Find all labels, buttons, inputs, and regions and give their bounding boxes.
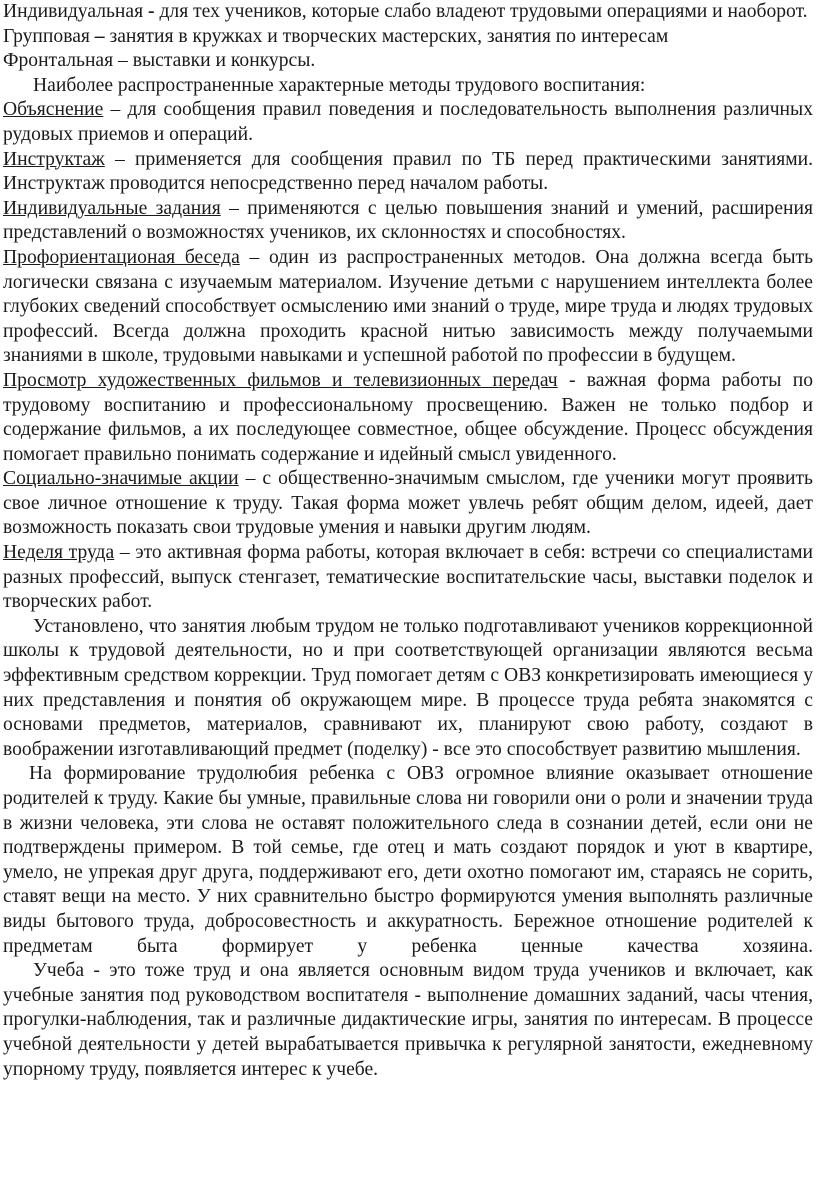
method-text: важная форма работы по трудовому воспитанию и профессиональному просвещению. Важен не только подбор и содержание фильмов, а их последующее совместное, общее обсуждение. Процесс обсуждения помогает правильно понимать содержание и идейный смысл увиденного. (3, 369, 813, 465)
method-term: Объяснение (3, 99, 104, 121)
form-frontal: Фронтальная – выставки и конкурсы. (3, 50, 316, 72)
method-term: Инструктаж (3, 148, 105, 170)
method-term: Неделя труда (3, 542, 115, 564)
paragraph-correction: Установлено, что занятия любым трудом не только подготавливают учеников коррекционной школы к трудовой деятельности, но и при соответствующей организации являются весьма эффективным средством коррекции. Труд помогает детям с ОВЗ конкретизировать имеющиеся у них представления и понятия об окружающем мире. В процессе труда ребята знакомятся с основами предметов, материалов, сравнивают их, планируют свою работу, создают в воображении изготавливающий предмет (поделку) - все это способствует развитию мышления. (3, 615, 813, 760)
method-text: один из распространенных методов. Она должна всегда быть логически связана с изучаемым материалом. Изучение детьми с нарушением интеллекта более глубоких сведений способствует осмыслению ими знаний о труде, мире труда и людях трудовых профессий. Всегда должна проходить красной нитью зависимость между получаемыми знаниями в школе, трудовыми навыками и успешной работой по профессии в будущем. (3, 246, 813, 367)
method-term: Индивидуальные задания (3, 197, 221, 219)
form-text: выставки и конкурсы. (132, 50, 316, 72)
methods-heading: Наиболее распространенные характерные методы трудового воспитания: (33, 74, 646, 96)
method-films: Просмотр художественных фильмов и телевизионных передач - важная форма работы по трудовому воспитанию и профессиональному просвещению. Важен не только подбор и содержание фильмов, а их последующее совместное, общее обсуждение. Процесс обсуждения помогает правильно понимать содержание и идейный смысл увиденного. (3, 369, 813, 465)
method-instruction: Инструктаж – применяется для сообщения правил по ТБ перед практическими занятиями. Инструктаж проводится непосредственно перед началом работы. (3, 148, 814, 195)
method-career-talk: Профориентационая беседа – один из распространенных методов. Она должна всегда быть логически связана с изучаемым материалом. Изучение детьми с нарушением интеллекта более глубоких сведений способствует осмыслению ими знаний о труде, мире труда и людях трудовых профессий. Всегда должна проходить красной нитью зависимость между получаемыми знаниями в школе, трудовыми навыками и успешной работой по профессии в будущем. (3, 246, 813, 367)
method-term: Просмотр художественных фильмов и телевизионных передач (3, 369, 558, 391)
form-individual: Индивидуальная - для тех учеников, которые слабо владеют трудовыми операциями и наоборот. (3, 1, 808, 22)
paragraph-parents: На формирование трудолюбия ребенка с ОВЗ огромное влияние оказывает отношение родителей к труду. Какие бы умные, правильные слова ни говорили они о роли и значении труда в жизни человека, эти слова не оставят положительного следа в сознании детей, если они не подтверждены примером. В той семье, где отец и мать создают порядок и уют в квартире, умело, не упрекая друг друга, поддерживают его, дети охотно помогают им, стараясь не сорить, ставят вещи на место. У них сравнительно быстро формируются умения выполнять различные виды бытового труда, добросовестность и аккуратность. Бережное отношение родителей к предметам быта формирует у ребенка ценные качества хозяина. (3, 763, 813, 957)
method-labor-week: Неделя труда – это активная форма работы, которая включает в себя: встречи со специалистами разных профессий, выпуск стенгазет, тематические воспитательские часы, выставки поделок и творческих работ. (3, 542, 814, 613)
method-text: это активная форма работы, которая включает в себя: встречи со специалистами разных профессий, выпуск стенгазет, тематические воспитательские часы, выставки поделок и творческих работ. (3, 542, 814, 613)
form-text: занятия в кружках и творческих мастерских, занятия по интересам (109, 25, 669, 47)
paragraph-study: Учеба - это тоже труд и она является основным видом труда учеников и включает, как учебные занятия под руководством воспитателя - выполнение домашних заданий, часы чтения, прогулки-наблюдения, так и различные дидактические игры, занятия по интересам. В процессе учебной деятельности у детей вырабатывается привычка к регулярной занятости, ежедневному упорному труду, появляется интерес к учебе. (3, 960, 813, 1080)
method-term: Профориентационая беседа (3, 246, 240, 268)
form-group: Групповая – занятия в кружках и творческих мастерских, занятия по интересам (3, 25, 669, 47)
method-text: применяется для сообщения правил по ТБ перед практическими занятиями. Инструктаж проводится непосредственно перед началом работы. (3, 148, 814, 195)
method-social-actions: Социально-значимые акции – с общественно-значимым смыслом, где ученики могут проявить свое личное отношение к труду. Такая форма может увлечь ребят общим делом, идеей, дает возможность показать свои трудовые умения и навыки другим людям. (3, 468, 813, 539)
method-text: для сообщения правил поведения и последовательность выполнения различных рудовых приемов и операций. (3, 99, 814, 145)
form-term: Фронтальная (3, 50, 114, 72)
method-individual-tasks: Индивидуальные задания – применяются с целью повышения знаний и умений, расширения представлений о возможностях учеников, их склонностях и способностях. (3, 197, 814, 244)
form-text: для тех учеников, которые слабо владеют трудовыми операциями и наоборот. (159, 1, 808, 22)
method-text: с общественно-значимым смыслом, где ученики могут проявить свое личное отношение к труду. Такая форма может увлечь ребят общим делом, идеей, дает возможность показать свои трудовые умения и навыки другим людям. (3, 468, 813, 539)
form-term: Индивидуальная (3, 1, 144, 22)
method-term: Социально-значимые акции (3, 468, 239, 490)
method-explanation: Объяснение – для сообщения правил поведения и последовательность выполнения различных рудовых приемов и операций. (3, 99, 814, 145)
method-text: применяются с целью повышения знаний и умений, расширения представлений о возможностях учеников, их склонностях и способностях. (3, 197, 814, 244)
form-term: Групповая (3, 25, 90, 47)
